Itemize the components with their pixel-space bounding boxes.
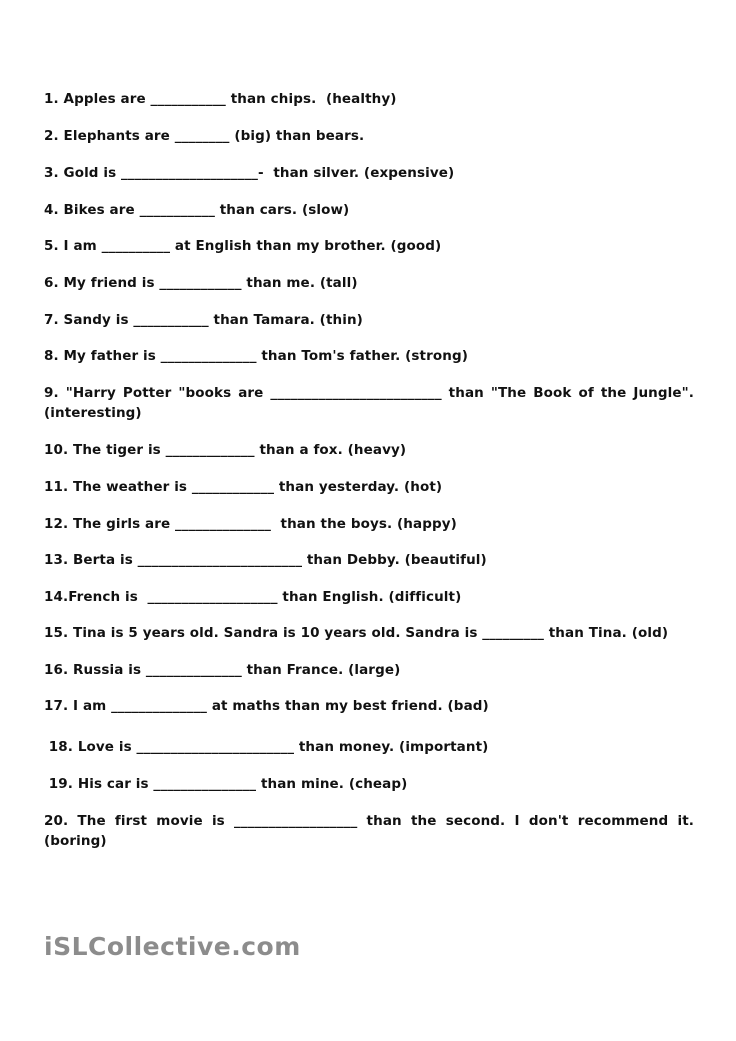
question-3: 3. Gold is ____________________- than silver. (expensive) — [44, 165, 455, 181]
question-5: 5. I am __________ at English than my brother. (good) — [44, 238, 442, 254]
question-4: 4. Bikes are ___________ than cars. (slow) — [44, 202, 350, 218]
question-12: 12. The girls are ______________ than the boys. (happy) — [44, 516, 457, 532]
question-6: 6. My friend is ____________ than me. (tall) — [44, 275, 358, 291]
question-16: 16. Russia is ______________ than France. (large) — [44, 662, 401, 678]
question-7: 7. Sandy is ___________ than Tamara. (thin) — [44, 312, 363, 328]
question-9: 9. "Harry Potter "books are _________________________ than "The Book of the Jungle". (interesting) — [44, 385, 694, 421]
question-19: 19. His car is _______________ than mine. (cheap) — [44, 776, 408, 792]
question-10: 10. The tiger is _____________ than a fox. (heavy) — [44, 442, 407, 458]
question-17: 17. I am ______________ at maths than my best friend. (bad) — [44, 698, 489, 714]
watermark-logo: iSLCollective.com — [44, 932, 301, 961]
question-15: 15. Tina is 5 years old. Sandra is 10 years old. Sandra is _________ than Tina. (old) — [44, 625, 669, 641]
question-20: 20. The first movie is __________________ than the second. I don't recommend it. (boring) — [44, 813, 694, 849]
question-8: 8. My father is ______________ than Tom's father. (strong) — [44, 348, 468, 364]
question-18: 18. Love is _______________________ than money. (important) — [44, 739, 489, 755]
question-13: 13. Berta is ________________________ than Debby. (beautiful) — [44, 552, 487, 568]
question-1: 1. Apples are ___________ than chips. (healthy) — [44, 91, 397, 107]
question-14: 14.French is ___________________ than English. (difficult) — [44, 589, 462, 605]
question-11: 11. The weather is ____________ than yesterday. (hot) — [44, 479, 443, 495]
question-2: 2. Elephants are ________ (big) than bears. — [44, 128, 365, 144]
